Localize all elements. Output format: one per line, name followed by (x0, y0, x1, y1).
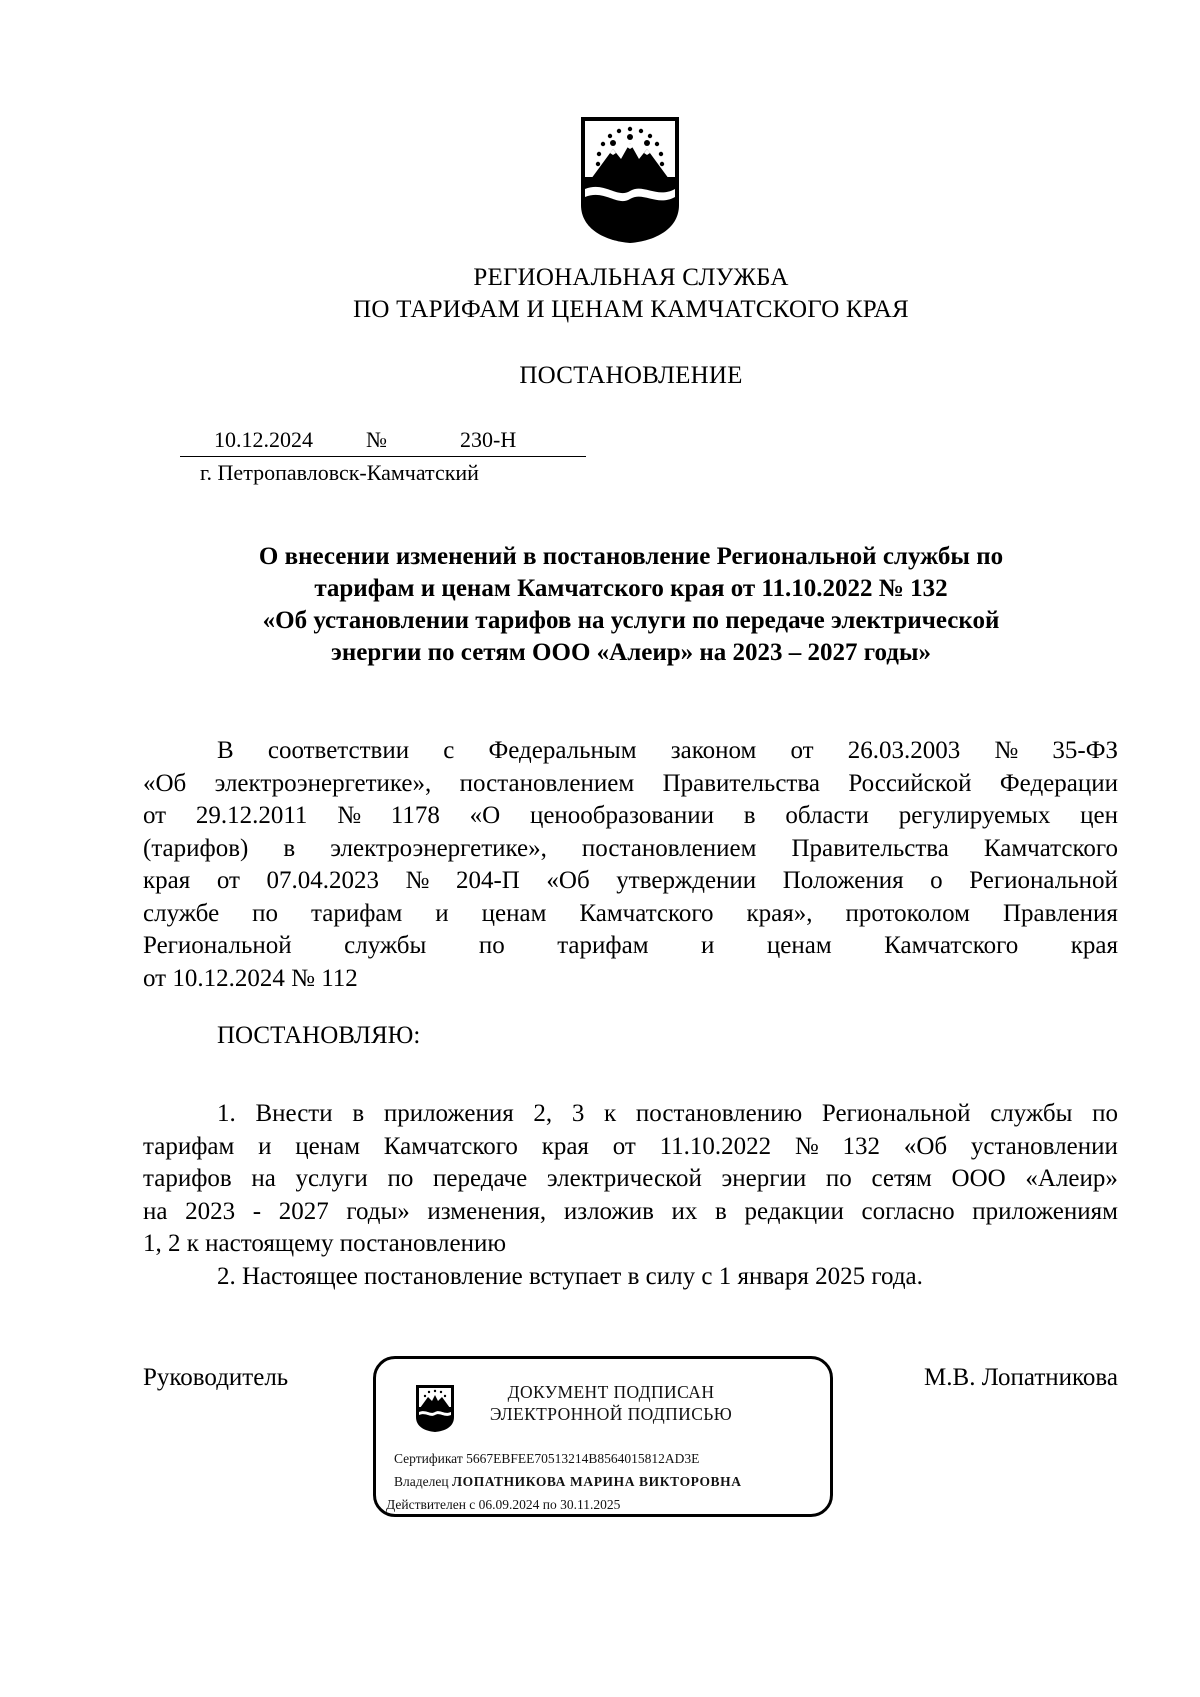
word: изложив (563, 1197, 654, 1225)
word: края (143, 867, 191, 894)
word: Региональной (143, 932, 292, 959)
word: 1178 (390, 802, 440, 829)
word: ценам (766, 932, 832, 959)
stamp-owner (394, 1473, 742, 1491)
owner-label: Владелец (394, 1474, 449, 1489)
word: ООО (951, 1165, 1006, 1192)
word: службы (990, 1100, 1073, 1127)
word: 2023 (185, 1197, 236, 1225)
word: электроэнергетике», (214, 769, 432, 797)
word: Федеральным (488, 737, 637, 764)
word: ценообразовании (529, 802, 715, 829)
word: соответствии (267, 737, 410, 764)
word: 35-ФЗ (1052, 737, 1118, 764)
stamp-heading-line: ДОКУМЕНТ ПОДПИСАН (507, 1382, 715, 1402)
preamble-line (143, 800, 1118, 833)
word: по (252, 899, 279, 927)
preamble-line (143, 768, 1118, 801)
word: Правительства (662, 769, 820, 797)
item-line: 2. Настоящее постановление вступает в силу с 1 января 2025 года. (217, 1262, 923, 1290)
word: электроэнергетике», (330, 834, 547, 862)
item-line (143, 1098, 1118, 1131)
preamble-line (143, 833, 1118, 866)
word: Камчатского (383, 1132, 518, 1160)
stamp-heading (476, 1381, 746, 1425)
word: их (671, 1197, 698, 1225)
word: в (352, 1100, 365, 1127)
word: сетям (871, 1165, 932, 1192)
word: 29.12.2011 (195, 802, 308, 829)
preamble-line (143, 865, 1118, 898)
certificate-value: 5667EBFEE70513214B8564015812AD3E (466, 1451, 700, 1466)
word: по (478, 932, 505, 959)
valid-to-value: 30.11.2025 (560, 1497, 621, 1512)
word: № (405, 867, 430, 894)
word: по (387, 1165, 414, 1192)
word: Региональной (969, 867, 1118, 894)
word: редакции (744, 1197, 844, 1225)
title-line: «Об установлении тарифов на услуги по передаче электрической (262, 607, 1000, 634)
document-date: 10.12.2024 (214, 427, 313, 452)
word: края (541, 1132, 589, 1160)
word: 2, (533, 1100, 553, 1127)
word: 26.03.2003 (847, 737, 961, 764)
word: № (994, 737, 1019, 764)
word: тарифов (143, 1165, 232, 1192)
valid-from-label: Действителен с (386, 1497, 476, 1512)
word: службы (344, 932, 427, 959)
word: 204-П (455, 867, 520, 894)
word: передаче (433, 1165, 528, 1192)
word: «Об (546, 867, 590, 894)
signer-name: М.В. Лопатникова (924, 1364, 1118, 1391)
word: Камчатского (983, 834, 1118, 862)
word: установлении (970, 1132, 1118, 1160)
word: по (1092, 1100, 1118, 1127)
word: края», (746, 899, 813, 927)
word: постановлению (635, 1100, 803, 1127)
word: утверждении (616, 867, 757, 894)
word: Правительства (791, 834, 949, 862)
agency-name-line2: ПО ТАРИФАМ И ЦЕНАМ КАМЧАТСКОГО КРАЯ (353, 296, 909, 323)
word: Федерации (999, 769, 1118, 797)
coat-of-arms-icon (577, 113, 683, 245)
word: по (825, 1165, 852, 1192)
word: 1. (217, 1100, 236, 1127)
word: электрической (546, 1165, 702, 1192)
preamble-paragraph (143, 735, 1118, 995)
word: от (143, 802, 167, 829)
word: «Об (903, 1132, 948, 1160)
word: Камчатского (884, 932, 1019, 959)
word: края (1070, 932, 1118, 959)
word: услуги (295, 1165, 368, 1192)
word: (тарифов) (143, 834, 249, 862)
word: ценам (295, 1132, 361, 1160)
signer-position: Руководитель (143, 1364, 289, 1391)
word: энергии (721, 1165, 807, 1192)
word: ценам (481, 899, 547, 927)
item-line (143, 1196, 1118, 1229)
agency-name-line1: РЕГИОНАЛЬНАЯ СЛУЖБА (473, 264, 789, 291)
word: тарифам (557, 932, 649, 959)
registration-row (180, 426, 586, 457)
certificate-label: Сертификат (394, 1451, 463, 1466)
word: Положения (782, 867, 904, 894)
word: № (794, 1132, 819, 1160)
word: цен (1080, 802, 1118, 829)
word: в (283, 834, 296, 862)
word: от (790, 737, 814, 764)
word: «О (469, 802, 501, 829)
word: и (701, 932, 715, 959)
word: и (435, 899, 449, 927)
word: с (443, 737, 455, 764)
document-type: ПОСТАНОВЛЕНИЕ (519, 362, 743, 389)
word: в (715, 1197, 727, 1225)
preamble-line: от 10.12.2024 № 112 (143, 964, 358, 992)
word: 132 (842, 1132, 881, 1160)
word: от (612, 1132, 636, 1160)
valid-from-value: 06.09.2024 (478, 1497, 540, 1512)
word: протоколом (845, 899, 970, 927)
word: о (930, 867, 943, 894)
stamp-validity (386, 1496, 620, 1514)
word: «Алеир» (1025, 1165, 1118, 1192)
document-number: 230-Н (460, 427, 517, 452)
electronic-signature-stamp (373, 1356, 833, 1517)
operative-part (143, 1098, 1118, 1293)
word: области (785, 802, 869, 829)
stamp-certificate (394, 1450, 699, 1468)
word: от (216, 867, 240, 894)
word: годы» (346, 1197, 410, 1225)
word: 3 (571, 1100, 585, 1127)
word: приложения (383, 1100, 514, 1127)
word: изменения, (427, 1197, 547, 1225)
preamble-line (143, 930, 1118, 963)
word: и (258, 1132, 272, 1160)
word: согласно (861, 1197, 955, 1225)
word: «Об (143, 769, 187, 797)
word: на (143, 1197, 168, 1225)
stamp-heading-line: ЭЛЕКТРОННОЙ ПОДПИСЬЮ (489, 1404, 733, 1424)
word: на (251, 1165, 276, 1192)
word: регулируемых (898, 802, 1051, 829)
title-line: тарифам и ценам Камчатского края от 11.10.2022 № 132 (314, 575, 948, 602)
word: Камчатского (579, 899, 714, 927)
valid-to-label: по (542, 1497, 557, 1512)
word: Российской (848, 769, 972, 797)
word: постановлением (459, 769, 635, 797)
word: № (337, 802, 362, 829)
word: - (252, 1197, 262, 1225)
word: Правления (1002, 899, 1118, 927)
item-line (143, 1131, 1118, 1164)
word: 07.04.2023 (266, 867, 379, 894)
item-line: 1, 2 к настоящему постановлению (143, 1230, 507, 1257)
title-line: энергии по сетям ООО «Алеир» на 2023 – 2027 годы» (331, 639, 931, 666)
word: Внести (255, 1100, 333, 1127)
coat-of-arms-icon (414, 1383, 456, 1433)
word: службе (143, 899, 220, 927)
word: в (743, 802, 756, 829)
word: к (604, 1100, 617, 1127)
word: В (217, 737, 234, 764)
decree-word: ПОСТАНОВЛЯЮ: (217, 1022, 421, 1049)
word: 2027 (278, 1197, 329, 1225)
word: 11.10.2022 (659, 1132, 772, 1160)
item-line (143, 1163, 1118, 1196)
title-line: О внесении изменений в постановление Региональной службы по (258, 543, 1004, 570)
number-sign: № (366, 427, 387, 452)
word: Региональной (821, 1100, 971, 1127)
preamble-line (143, 735, 1118, 768)
word: законом (670, 737, 757, 764)
owner-value: ЛОПАТНИКОВА МАРИНА ВИКТОРОВНА (451, 1474, 742, 1489)
word: тарифам (311, 899, 403, 927)
document-title (140, 541, 1122, 669)
word: тарифам (143, 1132, 235, 1160)
word: приложениям (972, 1197, 1118, 1225)
city: г. Петропавловск-Камчатский (200, 460, 479, 485)
preamble-line (143, 898, 1118, 931)
word: постановлением (581, 834, 757, 862)
